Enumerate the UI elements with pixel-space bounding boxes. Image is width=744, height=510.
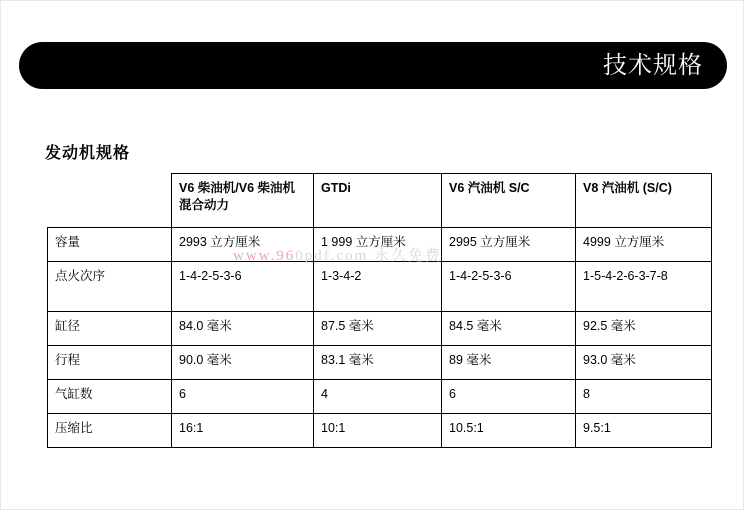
cell-value: 6	[172, 380, 314, 414]
cell-value: 10:1	[314, 414, 442, 448]
cell-value: 10.5:1	[442, 414, 576, 448]
cell-value: 1-4-2-5-3-6	[172, 262, 314, 312]
watermark-text-primary: www.96	[233, 248, 296, 264]
engine-specs-table	[47, 173, 712, 448]
row-label: 压缩比	[48, 414, 172, 448]
page-banner	[19, 42, 727, 89]
cell-value: 2993 立方厘米	[172, 228, 314, 262]
table-header-blank	[48, 174, 172, 228]
table-header-v6-diesel: V6 柴油机/V6 柴油机混合动力	[172, 174, 314, 228]
cell-value: 8	[576, 380, 712, 414]
cell-value: 2995 立方厘米	[442, 228, 576, 262]
cell-value: 89 毫米	[442, 346, 576, 380]
cell-value: 4999 立方厘米	[576, 228, 712, 262]
cell-value: 1-4-2-5-3-6	[442, 262, 576, 312]
cell-value: 1-5-4-2-6-3-7-8	[576, 262, 712, 312]
cell-value: 1 999 立方厘米	[314, 228, 442, 262]
table-header-row	[48, 174, 712, 228]
table-row	[48, 228, 712, 262]
table-row	[48, 414, 712, 448]
cell-value: 87.5 毫米	[314, 312, 442, 346]
table-row	[48, 380, 712, 414]
table-row	[48, 346, 712, 380]
cell-value: 16:1	[172, 414, 314, 448]
cell-value: 84.0 毫米	[172, 312, 314, 346]
row-label: 缸径	[48, 312, 172, 346]
cell-value: 92.5 毫米	[576, 312, 712, 346]
cell-value: 93.0 毫米	[576, 346, 712, 380]
row-label: 点火次序	[48, 262, 172, 312]
table-header-gtdi: GTDi	[314, 174, 442, 228]
cell-value: 9.5:1	[576, 414, 712, 448]
row-label: 容量	[48, 228, 172, 262]
row-label: 气缸数	[48, 380, 172, 414]
cell-value: 84.5 毫米	[442, 312, 576, 346]
cell-value: 1-3-4-2	[314, 262, 442, 312]
cell-value: 6	[442, 380, 576, 414]
table-header-v6-petrol-sc: V6 汽油机 S/C	[442, 174, 576, 228]
row-label: 行程	[48, 346, 172, 380]
table-row	[48, 262, 712, 312]
page-title: 技术规格	[603, 51, 703, 79]
table-row	[48, 312, 712, 346]
cell-value: 90.0 毫米	[172, 346, 314, 380]
cell-value: 83.1 毫米	[314, 346, 442, 380]
table-header-v8-petrol-sc: V8 汽油机 (S/C)	[576, 174, 712, 228]
section-heading: 发动机规格	[45, 145, 131, 162]
cell-value: 4	[314, 380, 442, 414]
watermark-text-secondary: 0pdf.com 永久免费	[295, 248, 443, 264]
